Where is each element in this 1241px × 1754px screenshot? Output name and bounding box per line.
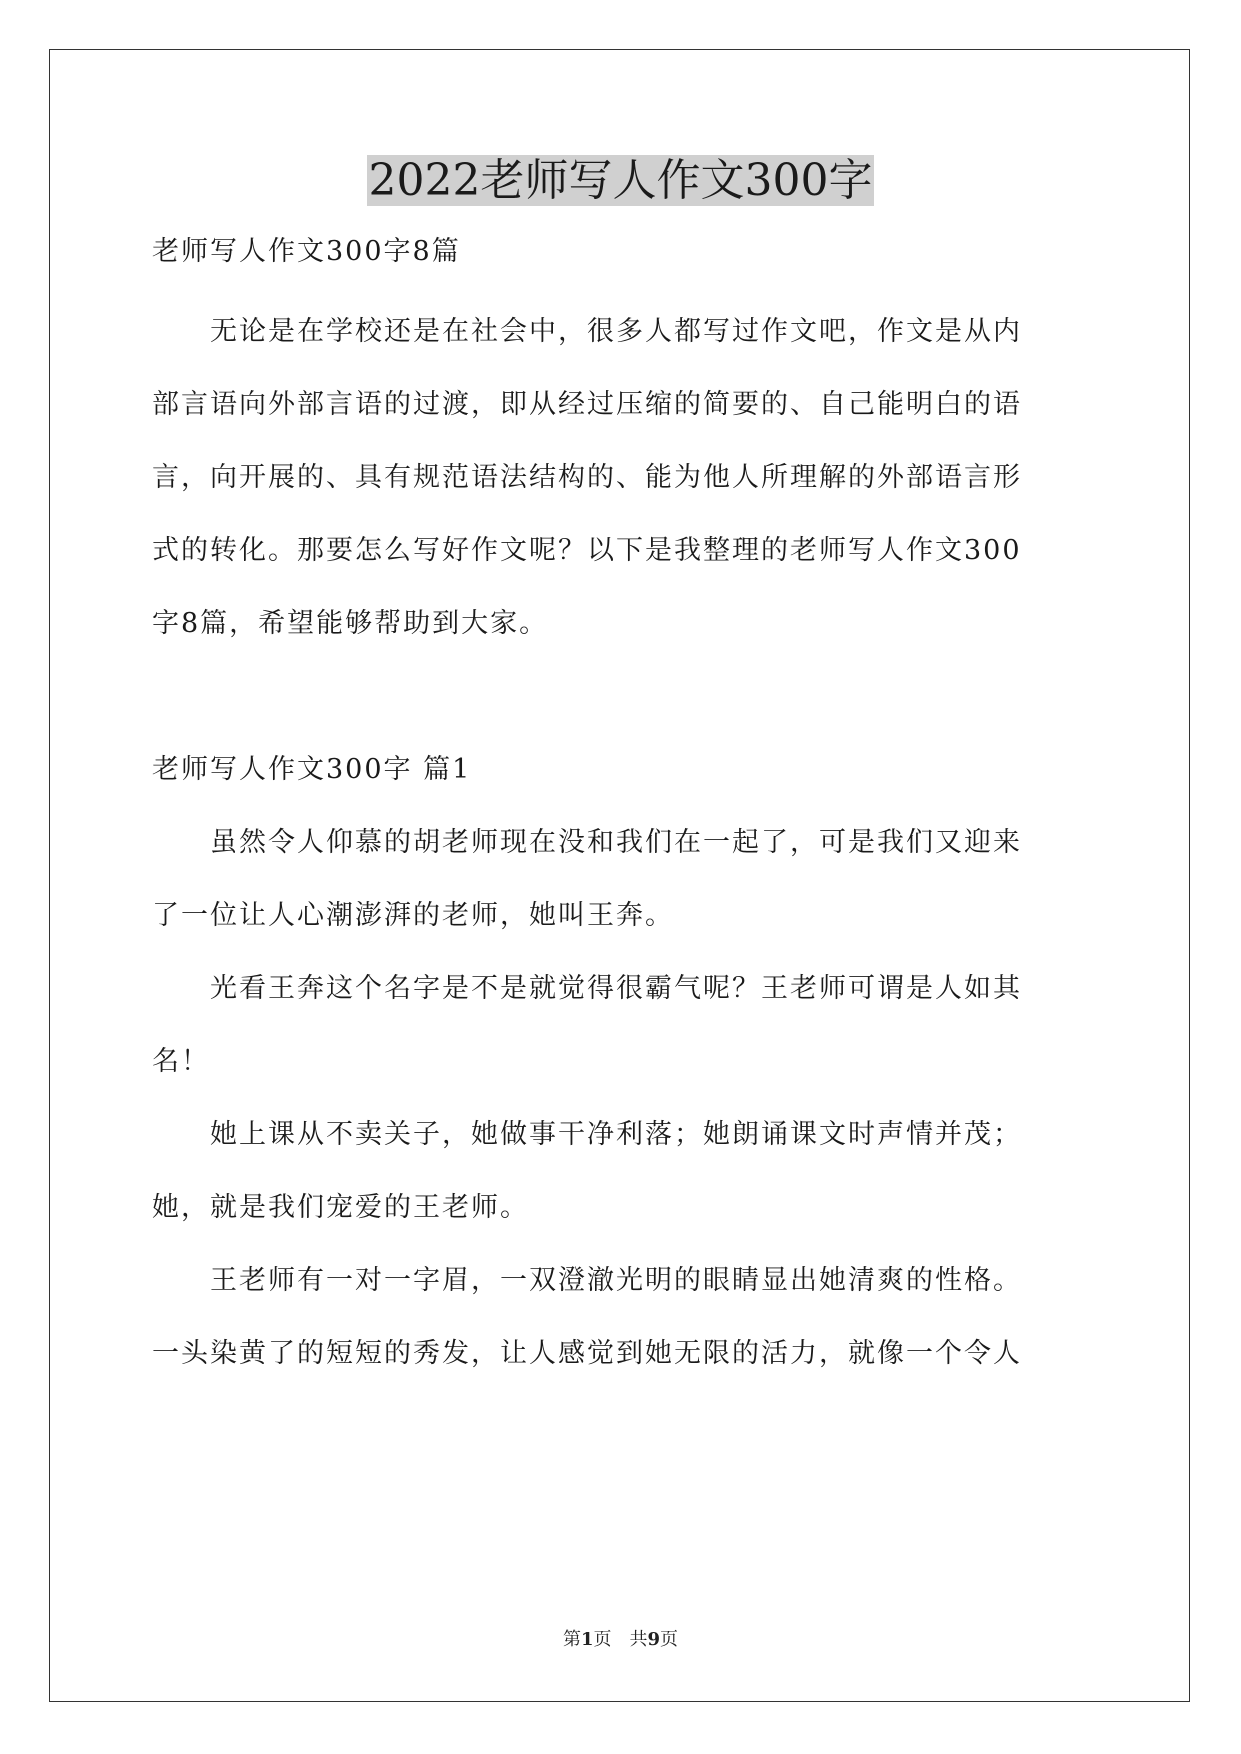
paragraph-line: 无论是在学校还是在社会中，很多人都写过作文吧，作文是从内 [152, 316, 1022, 347]
page-suffix: 页 [660, 1629, 679, 1650]
page-footer [0, 1628, 1241, 1652]
page-current: 1 [580, 1629, 594, 1650]
page-mid: 页 共 [593, 1629, 648, 1650]
section-heading: 老师写人作文300字8篇 [152, 236, 461, 267]
paragraph-line: 王老师有一对一字眉，一双澄澈光明的眼睛显出她清爽的性格。 [152, 1265, 1022, 1296]
paragraph-line: 名！ [152, 1046, 210, 1077]
section-heading: 老师写人作文300字 篇1 [152, 754, 472, 785]
page-total: 9 [647, 1629, 661, 1650]
page-prefix: 第 [562, 1629, 581, 1650]
paragraph-line: 她，就是我们宠爱的王老师。 [152, 1192, 529, 1223]
document-title-text: 2022老师写人作文300字 [368, 155, 873, 206]
paragraph-line: 部言语向外部言语的过渡，即从经过压缩的简要的、自己能明白的语 [152, 389, 1022, 420]
paragraph-line: 光看王奔这个名字是不是就觉得很霸气呢？王老师可谓是人如其 [152, 973, 1022, 1004]
paragraph-line: 字8篇，希望能够帮助到大家。 [152, 608, 549, 639]
paragraph-line: 式的转化。那要怎么写好作文呢？以下是我整理的老师写人作文300 [152, 535, 1022, 566]
document-title [0, 152, 1241, 210]
page-border [49, 49, 1190, 1702]
paragraph-line: 她上课从不卖关子，她做事干净利落；她朗诵课文时声情并茂； [152, 1119, 1022, 1150]
paragraph-line: 言，向开展的、具有规范语法结构的、能为他人所理解的外部语言形 [152, 462, 1022, 493]
paragraph-line: 虽然令人仰慕的胡老师现在没和我们在一起了，可是我们又迎来 [152, 827, 1022, 858]
paragraph-line: 一头染黄了的短短的秀发，让人感觉到她无限的活力，就像一个令人 [152, 1338, 1022, 1369]
paragraph-line: 了一位让人心潮澎湃的老师，她叫王奔。 [152, 900, 674, 931]
